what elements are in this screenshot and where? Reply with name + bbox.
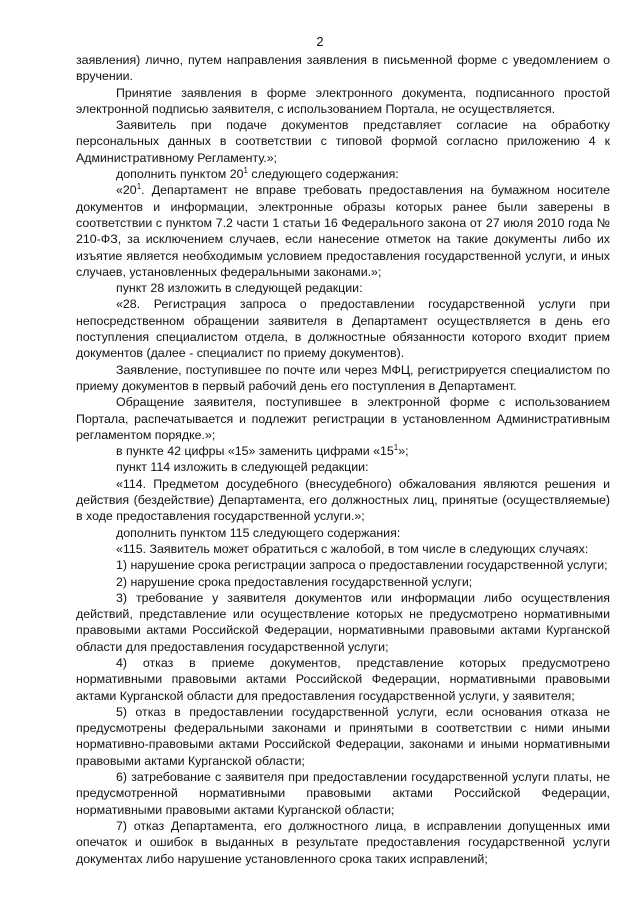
- paragraph-p04: [76, 166, 610, 182]
- paragraph-p16: 2) нарушение срока предоставления государственной услуги;: [116, 574, 473, 589]
- paragraph-text-after: »;: [398, 444, 409, 459]
- paragraph-p05: [76, 182, 610, 280]
- page-number: 2: [316, 34, 324, 49]
- paragraph-p03: Заявитель при подаче документов представляет согласие на обработку персональных данных в соответствии с типовой формой согласно приложению 4 к Административному Регламенту.»;: [76, 118, 610, 165]
- paragraph-text-before: дополнить пунктом 20: [116, 167, 244, 182]
- paragraph-p11: пункт 114 изложить в следующей редакции:: [116, 460, 369, 475]
- paragraph-p13: дополнить пунктом 115 следующего содержания:: [116, 525, 401, 540]
- superscript: 1: [393, 443, 399, 452]
- paragraph-p15: 1) нарушение срока регистрации запроса о предоставлении государственной услуги;: [116, 558, 608, 573]
- paragraph-p08: Заявление, поступившее по почте или через МФЦ, регистрируется специалистом по приему документов в первый рабочий день его поступления в Департамент.: [76, 362, 610, 393]
- paragraph-text-after: . Департамент не вправе требовать предоставления на бумажном носителе документов и информации, электронные образы которых ранее были заверены в соответствии с пунктом 7.2 части 1 статьи 16 Федерального закона от 27 июля 2010 года № 210-ФЗ, за исключением случаев, если нанесение отметок на такие документы либо их изъятие является необходимым условием предоставления государственной услуги, и иных случаев, установленных федеральными законами.»;: [76, 183, 610, 279]
- paragraph-p10: [76, 443, 610, 459]
- paragraph-p19: 5) отказ в предоставлении государственной услуги, если основания отказа не предусмотрены федеральными законами и принятыми в соответствии с ними иными нормативно-правовыми актами Российской Федерации, законами и иными нормативными правовыми актами Курганской области;: [76, 704, 610, 768]
- paragraph-text-before: в пункте 42 цифры «15» заменить цифрами «15: [116, 444, 394, 459]
- paragraph-p17: 3) требование у заявителя документов или информации либо осуществления действий, представление или осуществление которых не предусмотрено нормативными правовыми актами Российской Федерации, нормативными правовыми актами Курганской области для предоставления государственной услуги;: [76, 590, 610, 654]
- paragraph-text-after: следующего содержания:: [247, 167, 399, 182]
- paragraph-p09: Обращение заявителя, поступившее в электронной форме с использованием Портала, распечатывается и подлежит регистрации в установленном Административным регламентом порядке.»;: [76, 395, 610, 442]
- paragraph-p20: 6) затребование с заявителя при предоставлении государственной услуги платы, не предусмотренной нормативными правовыми актами Российской Федерации, нормативными правовыми актами Курганской области;: [76, 770, 610, 817]
- paragraph-p07: «28. Регистрация запроса о предоставлении государственной услуги при непосредственном обращении заявителя в Департамент осуществляется в день его поступления специалистом отдела, в должностные обязанности которого входит прием документов (далее - специалист по приему документов).: [76, 297, 610, 361]
- paragraph-p12: «114. Предметом досудебного (внесудебного) обжалования являются решения и действия (бездействие) Департамента, его должностных лиц, принятые (осуществляемые) в ходе предоставления государственной услуги.»;: [76, 476, 610, 524]
- paragraph-p02: Принятие заявления в форме электронного документа, подписанного простой электронной подписью заявителя, с использованием Портала, не осуществляется.: [76, 85, 610, 116]
- document-body: [76, 52, 610, 867]
- paragraph-p14: «115. Заявитель может обратиться с жалобой, в том числе в следующих случаях:: [116, 541, 589, 556]
- paragraph-text-before: «20: [116, 183, 137, 198]
- paragraph-p18: 4) отказ в приеме документов, представление которых предусмотрено нормативными правовыми актами Российской Федерации, нормативными правовыми актами Курганской области для предоставления государственной услуги, у заявителя;: [76, 655, 610, 703]
- paragraph-p21: 7) отказ Департамента, его должностного лица, в исправлении допущенных ими опечаток и ошибок в выданных в результате предоставления государственной услуги документах либо нарушение установленного срока таких исправлений;: [76, 818, 610, 866]
- superscript: 1: [136, 182, 142, 192]
- superscript: 1: [243, 165, 248, 175]
- paragraph-p06: пункт 28 изложить в следующей редакции:: [116, 281, 363, 296]
- paragraph-p01: заявления) лично, путем направления заявления в письменной форме с уведомлением о вручении.: [76, 53, 610, 84]
